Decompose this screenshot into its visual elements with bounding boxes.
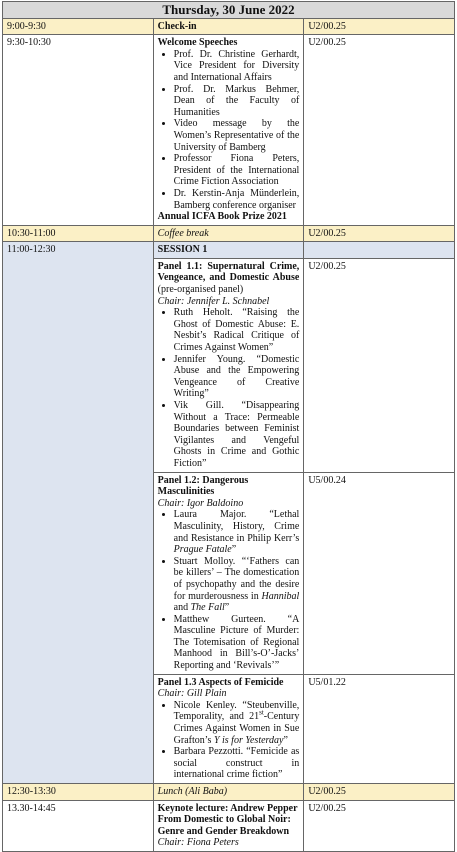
day-title: Thursday, 30 June 2022 [3, 2, 455, 19]
panel-1-cell [153, 258, 304, 472]
list-item [174, 509, 300, 555]
keynote-subtitle: From Domestic to Global Noir: Genre and Gender Breakdown [157, 814, 291, 837]
list-item: • Ruth Heholt. “Raising the Ghost of Domestic Abuse: E. Nesbit’s Radical Critique of Crimes Against Women” [174, 307, 300, 353]
keynote-chair: Chair: Fiona Peters [157, 837, 239, 849]
session-time: 11:00-12:30 [3, 242, 154, 784]
welcome-title: Welcome Speeches [157, 37, 238, 49]
list-item: • Vik Gill. “Disappearing Without a Trace: Permeable Boundaries between Feminist Vigilantes and Vengeful Ghosts in Crime and Gothic Fiction” [174, 400, 300, 470]
keynote-row [3, 800, 455, 851]
keynote-cell [153, 800, 304, 851]
panel-2-title: Panel 1.2: Dangerous Masculinities [157, 474, 249, 498]
item-text: Laura Major. “Lethal Masculinity, History, Crime and Resistance in Philip Kerr’s [173, 509, 300, 544]
item-work-title: Y is for Yesterday [213, 734, 284, 746]
list-item: • Prof. Dr. Christine Gerhardt, Vice President for Diversity and International Affairs [174, 49, 300, 84]
list-item: • Video message by the Women’s Representative of the University of Bamberg [174, 118, 300, 153]
coffee-time: 10:30-11:00 [3, 225, 154, 242]
session-room [304, 242, 455, 259]
list-item: • Dr. Kerstin-Anja Münderlein, Bamberg conference organiser [174, 188, 300, 211]
checkin-room: U2/00.25 [304, 18, 455, 35]
lunch-title: Lunch (Ali Baba) [153, 784, 304, 801]
list-item: • Professor Fiona Peters, President of the International Crime Fiction Association [174, 153, 300, 188]
session-row [3, 242, 455, 259]
panel-3-room: U5/01.22 [304, 674, 455, 783]
award-title: Annual ICFA Book Prize 2021 [157, 211, 287, 223]
list-item: • Matthew Gurteen. “A Masculine Picture of Murder: The Totemisation of Regional Manhood in Bill’s-O’-Jacks’ Reporting and ‘Revivals’” [174, 614, 300, 672]
item-text: Nicole Kenley. “Steubenville, Temporality, and 21 [173, 699, 300, 723]
panel-3-title: Panel 1.3 Aspects of Femicide [157, 676, 284, 688]
list-item [174, 556, 300, 614]
welcome-time: 9:30-10:30 [3, 35, 154, 226]
lunch-room: U2/00.25 [304, 784, 455, 801]
panel-1-note: (pre-organised panel) [157, 284, 244, 296]
item-work-title: Hannibal [261, 590, 300, 602]
header-row [3, 2, 455, 19]
item-text: and [173, 602, 191, 614]
keynote-title: Keynote lecture: Andrew Pepper [157, 802, 298, 814]
panel-2-cell [153, 472, 304, 674]
panel-1-list [158, 307, 300, 469]
coffee-row [3, 225, 455, 242]
panel-3-chair: Chair: Gill Plain [157, 688, 227, 700]
item-superscript: st [259, 709, 264, 718]
panel-3-cell [153, 674, 304, 783]
lunch-row [3, 784, 455, 801]
panel-1-room: U2/00.25 [304, 258, 455, 472]
item-text: ” [224, 602, 230, 614]
item-text: Stuart Molloy. “‘Fathers can be killers’ – The domestication of psychopathy and the desire for murderousness in [173, 555, 300, 602]
panel-1-heading [158, 261, 300, 296]
panel-1-title: Panel 1.1: Supernatural Crime, Vengeance, and Domestic Abuse [157, 260, 300, 284]
panel-2-list [158, 509, 300, 671]
item-work-title: Prague Fatale [173, 544, 232, 556]
keynote-time: 13.30-14:45 [3, 800, 154, 851]
list-item [174, 700, 300, 746]
item-work-title: The Fall [190, 602, 225, 614]
keynote-room: U2/00.25 [304, 800, 455, 851]
list-item: • Jennifer Young. “Domestic Abuse and the Empowering Vengeance of Creative Writing” [174, 354, 300, 400]
checkin-row [3, 18, 455, 35]
panel-3-list [158, 700, 300, 781]
lunch-time: 12:30-13:30 [3, 784, 154, 801]
item-text: -Century Crimes Against Women in Sue Grafton’s [173, 711, 300, 746]
item-text: ” [231, 544, 237, 556]
coffee-title: Coffee break [153, 225, 304, 242]
list-item: • Barbara Pezzotti. “Femicide as social construct in international crime fiction” [174, 746, 300, 781]
checkin-time: 9:00-9:30 [3, 18, 154, 35]
session-title: SESSION 1 [153, 242, 304, 259]
item-text: ” [283, 734, 288, 746]
schedule-table [2, 1, 455, 852]
welcome-room: U2/00.25 [304, 35, 455, 226]
panel-2-chair: Chair: Igor Baldoino [157, 497, 244, 509]
welcome-row [3, 35, 455, 226]
list-item: • Prof. Dr. Markus Behmer, Dean of the Faculty of Humanities [174, 84, 300, 119]
checkin-title: Check-in [153, 18, 304, 35]
welcome-list [158, 49, 300, 211]
panel-1-chair: Chair: Jennifer L. Schnabel [157, 295, 270, 307]
welcome-cell [153, 35, 304, 226]
panel-2-room: U5/00.24 [304, 472, 455, 674]
coffee-room: U2/00.25 [304, 225, 455, 242]
